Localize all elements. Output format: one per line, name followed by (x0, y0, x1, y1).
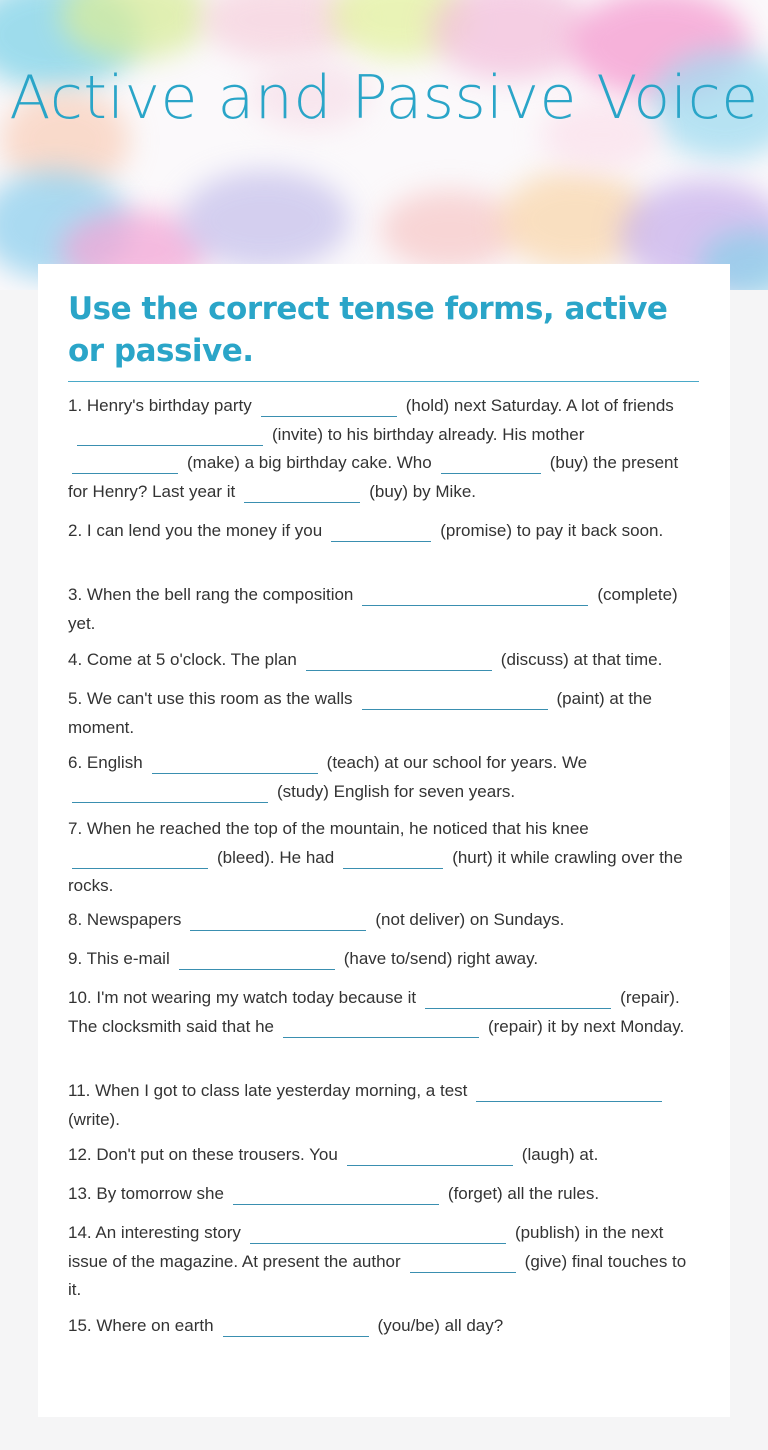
answer-blank[interactable] (362, 583, 588, 606)
answer-blank[interactable] (179, 947, 335, 970)
answer-blank[interactable] (331, 519, 431, 542)
answer-blank[interactable] (347, 1143, 513, 1166)
answer-blank[interactable] (72, 846, 208, 869)
question-1: 1. Henry's birthday party (hold) next Saturday. A lot of friends(invite) to his birthday already. His mother(make) a big birthday cake. Who (buy) the present for Henry? Last year it (buy) by Mike. (68, 396, 679, 501)
answer-blank[interactable] (77, 423, 263, 446)
answer-blank[interactable] (441, 451, 541, 474)
question-7: 7. When he reached the top of the mountain, he noticed that his knee(bleed). He had (hurt) it while crawling over the rocks. (68, 819, 683, 895)
answer-blank[interactable] (362, 687, 548, 710)
answer-blank[interactable] (283, 1015, 479, 1038)
question-8: 8. Newspapers (not deliver) on Sundays. (68, 910, 565, 929)
answer-blank[interactable] (410, 1250, 516, 1273)
answer-blank[interactable] (152, 751, 318, 774)
answer-blank[interactable] (250, 1221, 506, 1244)
question-12: 12. Don't put on these trousers. You (laugh) at. (68, 1145, 599, 1164)
answer-blank[interactable] (306, 648, 492, 671)
answer-blank[interactable] (476, 1079, 662, 1102)
answer-blank[interactable] (425, 986, 611, 1009)
question-3: 3. When the bell rang the composition (complete) yet. (68, 585, 678, 633)
question-2: 2. I can lend you the money if you (promise) to pay it back soon. (68, 521, 664, 540)
question-14: 14. An interesting story (publish) in the next issue of the magazine. At present the author (give) final touches to it. (68, 1223, 687, 1299)
watercolor-header (0, 0, 768, 290)
answer-blank[interactable] (223, 1314, 369, 1337)
question-4: 4. Come at 5 o'clock. The plan (discuss) at that time. (68, 650, 663, 669)
answer-blank[interactable] (244, 480, 360, 503)
question-5: 5. We can't use this room as the walls (paint) at the moment. (68, 689, 652, 737)
question-6: 6. English (teach) at our school for years. We(study) English for seven years. (68, 753, 588, 801)
instruction-heading: Use the correct tense forms, active or passive. (68, 291, 668, 369)
question-9: 9. This e-mail (have to/send) right away. (68, 949, 539, 968)
answer-blank[interactable] (233, 1182, 439, 1205)
divider (68, 381, 699, 382)
answer-blank[interactable] (72, 451, 178, 474)
answer-blank[interactable] (190, 908, 366, 931)
answer-blank[interactable] (72, 780, 268, 803)
page-title: Active and Passive Voice (9, 63, 759, 133)
question-15: 15. Where on earth (you/be) all day? (68, 1316, 504, 1335)
question-13: 13. By tomorrow she (forget) all the rules. (68, 1184, 600, 1203)
question-11: 11. When I got to class late yesterday morning, a test(write). (68, 1077, 700, 1134)
question-10: 10. I'm not wearing my watch today because it (repair). The clocksmith said that he (repair) it by next Monday. (68, 988, 685, 1036)
answer-blank[interactable] (261, 394, 397, 417)
answer-blank[interactable] (343, 846, 443, 869)
